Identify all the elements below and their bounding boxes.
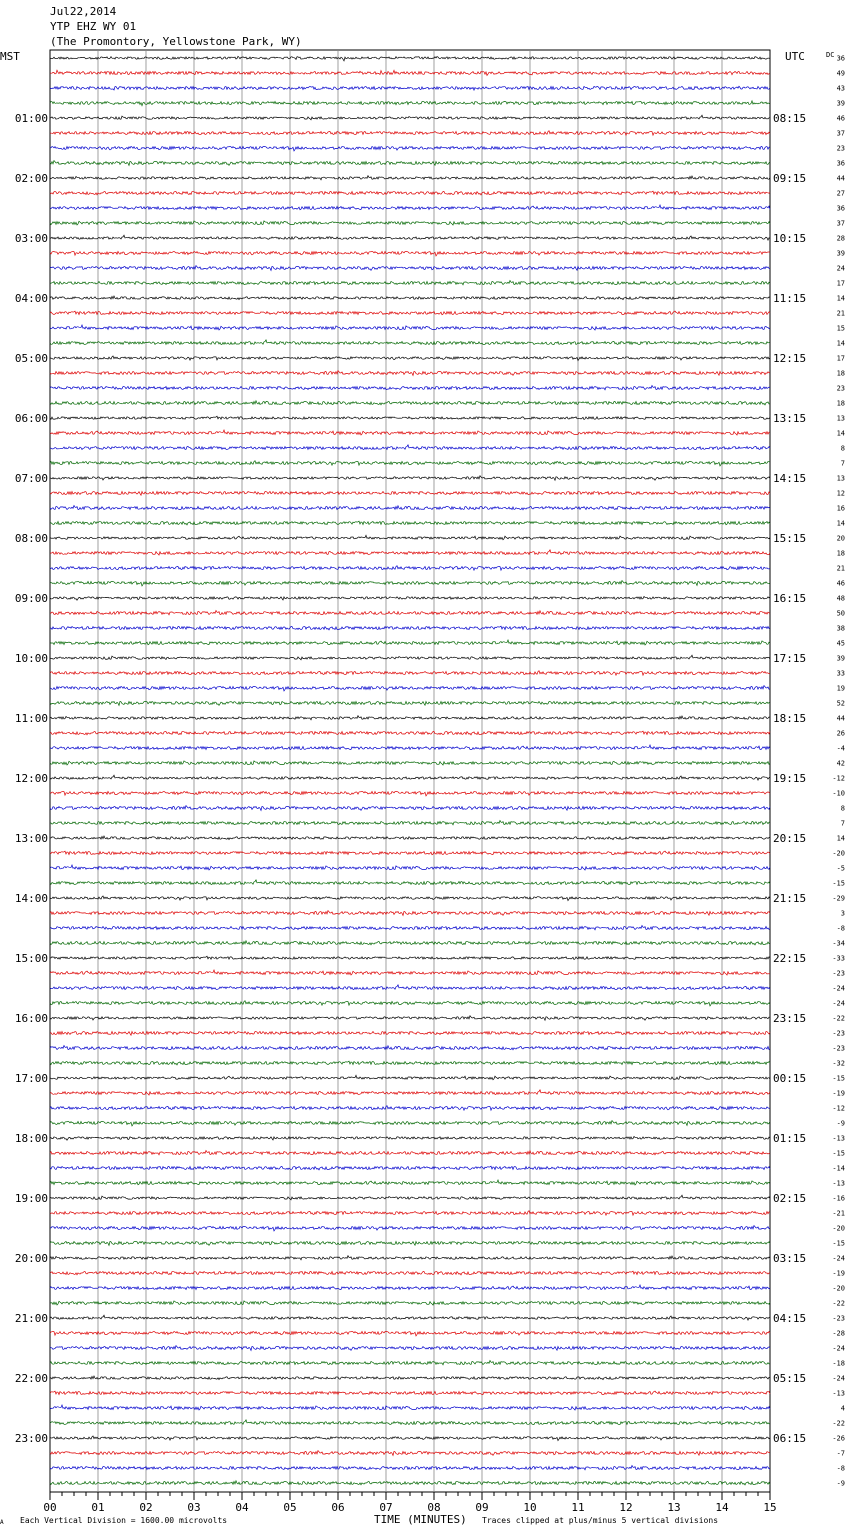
trace-line (50, 1075, 770, 1080)
trace-line (50, 235, 770, 240)
trace-line (50, 1090, 770, 1095)
utc-hour-label: 15:15 (773, 532, 807, 545)
utc-hour-label: 13:15 (773, 412, 807, 425)
dc-offset-label: 42 (836, 759, 845, 768)
utc-hour-label: 22:15 (773, 952, 807, 965)
dc-offset-label: 18 (836, 399, 845, 408)
mst-hour-label: 11:00 (14, 712, 48, 725)
utc-hour-label: 01:15 (773, 1132, 807, 1145)
dc-offset-label: 46 (836, 114, 845, 123)
x-tick-label: 04 (235, 1501, 249, 1514)
x-tick-label: 13 (667, 1501, 681, 1514)
trace-line (50, 1166, 770, 1170)
dc-offset-label: -15 (832, 1239, 845, 1248)
trace-line (50, 340, 770, 345)
trace-line (50, 970, 770, 975)
dc-offset-label: 15 (836, 324, 845, 333)
dc-offset-label: -14 (832, 1164, 845, 1173)
dc-offset-label: 7 (840, 819, 845, 828)
dc-offset-label: -24 (832, 1254, 845, 1263)
utc-hour-label: 21:15 (773, 892, 807, 905)
station-location: (The Promontory, Yellowstone Park, WY) (50, 35, 302, 48)
trace-line (50, 461, 770, 466)
trace-line (50, 911, 770, 916)
trace-line (50, 521, 770, 525)
trace-line (50, 611, 770, 615)
dc-offset-label: 8 (840, 804, 845, 813)
trace-line (50, 1211, 770, 1216)
dc-offset-label: 14 (836, 519, 845, 528)
mst-hour-label: 01:00 (14, 112, 48, 125)
trace-line (50, 626, 770, 630)
mst-hour-label: 21:00 (14, 1312, 48, 1325)
mst-hour-label: 23:00 (14, 1432, 48, 1445)
x-tick-label: 01 (91, 1501, 105, 1514)
grid-lines (50, 50, 770, 1492)
dc-offset-label: -20 (832, 1284, 845, 1293)
trace-line (50, 1332, 770, 1336)
dc-offset-label: -29 (832, 894, 845, 903)
trace-line (50, 1376, 770, 1380)
mst-hour-label: 08:00 (14, 532, 48, 545)
dc-offset-label: -28 (832, 1329, 845, 1338)
utc-hour-label: 05:15 (773, 1372, 807, 1385)
dc-offset-label: 39 (836, 99, 845, 108)
trace-line (50, 1346, 770, 1351)
dc-offset-label: -19 (832, 1089, 845, 1098)
trace-line (50, 252, 770, 256)
dc-offset-label: 17 (836, 279, 845, 288)
trace-line (50, 191, 770, 195)
trace-line (50, 865, 770, 870)
dc-offset-label: 7 (840, 459, 845, 468)
station-code: YTP EHZ WY 01 (50, 20, 137, 33)
trace-line (50, 550, 770, 555)
station-date: Jul22,2014 (50, 5, 117, 18)
x-tick-label: 15 (763, 1501, 777, 1514)
trace-line (50, 926, 770, 930)
trace-line (50, 445, 770, 450)
dc-offset-label: 14 (836, 339, 845, 348)
trace-line (50, 205, 770, 210)
trace-line (50, 430, 770, 435)
dc-offset-label: 52 (836, 699, 845, 708)
trace-line (50, 147, 770, 151)
utc-hour-label: 00:15 (773, 1072, 807, 1085)
trace-line (50, 702, 770, 706)
x-tick-label: 09 (475, 1501, 489, 1514)
x-tick-label: 08 (427, 1501, 441, 1514)
utc-hour-label: 10:15 (773, 232, 807, 245)
trace-line (50, 941, 770, 945)
dc-offset-label: 17 (836, 354, 845, 363)
utc-hour-label: 16:15 (773, 592, 807, 605)
dc-offset-label: 21 (836, 564, 845, 573)
mst-label: MST (0, 50, 20, 63)
trace-line (50, 1121, 770, 1126)
trace-line (50, 1256, 770, 1260)
dc-offset-label: 39 (836, 249, 845, 258)
trace-line (50, 1285, 770, 1290)
dc-offset-label: 36 (836, 54, 845, 63)
dc-offset-label: -24 (832, 984, 845, 993)
dc-offset-label: -12 (832, 1104, 845, 1113)
trace-line (50, 1420, 770, 1425)
dc-offset-label: -33 (832, 954, 845, 963)
dc-offset-label: -9 (836, 1479, 845, 1488)
dc-offset-label: -16 (832, 1194, 845, 1203)
dc-offset-label: 3 (840, 909, 845, 918)
dc-offset-label: 28 (836, 234, 845, 243)
x-tick-label: 02 (139, 1501, 153, 1514)
trace-line (50, 851, 770, 855)
trace-line (50, 176, 770, 180)
dc-offset-label: 16 (836, 504, 845, 513)
mst-hour-label: 14:00 (14, 892, 48, 905)
dc-offset-label: -20 (832, 1224, 845, 1233)
dc-offset-label: -8 (836, 1464, 845, 1473)
mst-hour-label: 10:00 (14, 652, 48, 665)
dc-offset-label: 19 (836, 684, 845, 693)
trace-line (50, 1361, 770, 1365)
mst-hour-label: 02:00 (14, 172, 48, 185)
mst-hour-label: 13:00 (14, 832, 48, 845)
dc-offset-label: 44 (836, 174, 845, 183)
trace-line (50, 985, 770, 990)
utc-hour-label: 08:15 (773, 112, 807, 125)
trace-line (50, 1195, 770, 1200)
dc-offset-label: -8 (836, 924, 845, 933)
trace-line (50, 821, 770, 825)
dc-offset-label: 4 (840, 1404, 845, 1413)
x-tick-label: 12 (619, 1501, 633, 1514)
dc-offset-label: -24 (832, 1344, 845, 1353)
trace-line (50, 221, 770, 225)
dc-offset-label: 13 (836, 414, 845, 423)
mst-hour-label: 03:00 (14, 232, 48, 245)
utc-hour-label: 23:15 (773, 1012, 807, 1025)
trace-line (50, 1001, 770, 1006)
trace-line (50, 476, 770, 481)
trace-line (50, 1466, 770, 1470)
dc-offset-label: -34 (832, 939, 845, 948)
utc-hour-label: 20:15 (773, 832, 807, 845)
mst-hour-label: 12:00 (14, 772, 48, 785)
trace-line (50, 371, 770, 376)
dc-offset-label: 24 (836, 264, 845, 273)
trace-line (50, 1151, 770, 1155)
trace-line (50, 416, 770, 419)
dc-offset-label: 44 (836, 714, 845, 723)
dc-offset-label: -5 (836, 864, 845, 873)
mst-hour-label: 07:00 (14, 472, 48, 485)
dc-offset-label: 13 (836, 474, 845, 483)
trace-line (50, 281, 770, 285)
x-tick-label: 11 (571, 1501, 585, 1514)
dc-offset-label: -15 (832, 1074, 845, 1083)
dc-offset-label: 23 (836, 384, 845, 393)
trace-line (50, 356, 770, 361)
trace-line (50, 745, 770, 750)
dc-offset-label: -10 (832, 789, 845, 798)
trace-line (50, 836, 770, 840)
trace-line (50, 401, 770, 405)
trace-line (50, 1242, 770, 1246)
trace-line (50, 1016, 770, 1021)
trace-line (50, 492, 770, 496)
trace-line (50, 325, 770, 330)
footer-clip-note: Traces clipped at plus/minus 5 vertical divisions (482, 1516, 719, 1525)
trace-line (50, 1061, 770, 1065)
trace-line (50, 161, 770, 166)
utc-label: UTC (785, 50, 805, 63)
dc-offset-label: -13 (832, 1134, 845, 1143)
trace-line (50, 70, 770, 75)
x-axis-title: TIME (MINUTES) (374, 1513, 467, 1526)
mst-hour-label: 04:00 (14, 292, 48, 305)
utc-hour-label: 12:15 (773, 352, 807, 365)
utc-hour-label: 18:15 (773, 712, 807, 725)
dc-offset-label: 12 (836, 489, 845, 498)
utc-hour-label: 09:15 (773, 172, 807, 185)
utc-hour-label: 04:15 (773, 1312, 807, 1325)
dc-offset-label: -13 (832, 1389, 845, 1398)
dc-offset-label: -15 (832, 879, 845, 888)
dc-offset-label: -26 (832, 1434, 845, 1443)
utc-hour-label: 19:15 (773, 772, 807, 785)
trace-line (50, 1451, 770, 1456)
trace-line (50, 386, 770, 390)
dc-offset-label: -23 (832, 1029, 845, 1038)
dc-offset-label: -19 (832, 1269, 845, 1278)
trace-line (50, 1032, 770, 1036)
trace-line (50, 566, 770, 571)
dc-offset-label: 50 (836, 609, 845, 618)
mst-hour-label: 16:00 (14, 1012, 48, 1025)
footer-mark: A (0, 1519, 4, 1526)
trace-line (50, 1405, 770, 1410)
mst-hour-label: 15:00 (14, 952, 48, 965)
dc-offset-label: 45 (836, 639, 845, 648)
trace-line (50, 1271, 770, 1275)
dc-offset-label: -21 (832, 1209, 845, 1218)
dc-offset-label: -24 (832, 1374, 845, 1383)
dc-offset-label: 23 (836, 144, 845, 153)
trace-line (50, 716, 770, 720)
trace-line (50, 506, 770, 510)
dc-offset-label: 37 (836, 129, 845, 138)
plot-frame (50, 50, 770, 1492)
x-tick-label: 03 (187, 1501, 201, 1514)
trace-line (50, 792, 770, 796)
trace-line (50, 640, 770, 645)
trace-line (50, 896, 770, 901)
mst-hour-label: 19:00 (14, 1192, 48, 1205)
dc-offset-label: 14 (836, 294, 845, 303)
dc-offset-label: 46 (836, 579, 845, 588)
dc-offset-label: -12 (832, 774, 845, 783)
dc-offset-label: -13 (832, 1179, 845, 1188)
trace-line (50, 311, 770, 315)
x-tick-label: 10 (523, 1501, 537, 1514)
dc-offset-label: 20 (836, 534, 845, 543)
trace-line (50, 956, 770, 959)
dc-offset-label: 36 (836, 159, 845, 168)
dc-offset-label: 43 (836, 84, 845, 93)
dc-offset-label: -23 (832, 1044, 845, 1053)
trace-line (50, 1301, 770, 1305)
dc-offset-label: -7 (836, 1449, 845, 1458)
trace-line (50, 1106, 770, 1111)
dc-offset-label: -32 (832, 1059, 845, 1068)
trace-line (50, 101, 770, 106)
trace-line (50, 775, 770, 780)
mst-hour-label: 09:00 (14, 592, 48, 605)
dc-offset-label: 48 (836, 594, 845, 603)
x-tick-label: 05 (283, 1501, 297, 1514)
dc-offset-label: 36 (836, 204, 845, 213)
dc-offset-label: -23 (832, 969, 845, 978)
seismic-traces (50, 55, 845, 1488)
utc-hour-label: 06:15 (773, 1432, 807, 1445)
trace-line (50, 597, 770, 601)
trace-line (50, 131, 770, 136)
trace-line (50, 880, 770, 885)
dc-offset-label: -15 (832, 1149, 845, 1158)
utc-hour-label: 11:15 (773, 292, 807, 305)
trace-line (50, 1391, 770, 1395)
dc-offset-label: 26 (836, 729, 845, 738)
dc-offset-label: -24 (832, 999, 845, 1008)
trace-line (50, 1436, 770, 1441)
trace-line (50, 671, 770, 676)
trace-line (50, 1046, 770, 1050)
mst-hour-label: 06:00 (14, 412, 48, 425)
trace-line (50, 655, 770, 660)
dc-offset-label: 39 (836, 654, 845, 663)
dc-label: DC (826, 51, 835, 59)
trace-line (50, 1137, 770, 1141)
dc-offset-label: 14 (836, 429, 845, 438)
trace-line (50, 56, 770, 61)
dc-offset-label: -23 (832, 1314, 845, 1323)
dc-offset-label: 18 (836, 369, 845, 378)
mst-hour-label: 17:00 (14, 1072, 48, 1085)
dc-offset-label: 27 (836, 189, 845, 198)
dc-offset-label: -22 (832, 1419, 845, 1428)
dc-offset-label: 21 (836, 309, 845, 318)
x-axis (43, 1492, 776, 1514)
trace-line (50, 686, 770, 691)
trace-line (50, 535, 770, 540)
trace-line (50, 266, 770, 271)
trace-line (50, 1315, 770, 1320)
x-tick-label: 06 (331, 1501, 345, 1514)
utc-hour-label: 17:15 (773, 652, 807, 665)
trace-line (50, 761, 770, 765)
dc-offset-label: -18 (832, 1359, 845, 1368)
dc-offset-label: 49 (836, 69, 845, 78)
mst-hour-label: 18:00 (14, 1132, 48, 1145)
dc-offset-label: 8 (840, 444, 845, 453)
dc-offset-label: -9 (836, 1119, 845, 1128)
utc-hour-label: 03:15 (773, 1252, 807, 1265)
utc-hour-label: 02:15 (773, 1192, 807, 1205)
trace-line (50, 731, 770, 735)
footer-scale-note: Each Vertical Division = 1600.00 microvolts (20, 1516, 228, 1525)
dc-offset-label: 18 (836, 549, 845, 558)
trace-line (50, 1481, 770, 1485)
trace-line (50, 115, 770, 120)
x-tick-label: 00 (43, 1501, 57, 1514)
trace-line (50, 296, 770, 300)
x-tick-label: 07 (379, 1501, 393, 1514)
x-tick-label: 14 (715, 1501, 729, 1514)
dc-offset-label: -22 (832, 1014, 845, 1023)
mst-hour-label: 20:00 (14, 1252, 48, 1265)
trace-line (50, 1226, 770, 1231)
trace-line (50, 581, 770, 586)
dc-offset-label: 38 (836, 624, 845, 633)
dc-offset-label: -4 (836, 744, 845, 753)
mst-hour-label: 05:00 (14, 352, 48, 365)
mst-hour-label: 22:00 (14, 1372, 48, 1385)
utc-hour-label: 14:15 (773, 472, 807, 485)
dc-offset-label: 37 (836, 219, 845, 228)
dc-offset-label: -22 (832, 1299, 845, 1308)
trace-line (50, 86, 770, 90)
dc-offset-label: 33 (836, 669, 845, 678)
trace-line (50, 806, 770, 811)
dc-offset-label: -20 (832, 849, 845, 858)
dc-offset-label: 14 (836, 834, 845, 843)
trace-line (50, 1180, 770, 1185)
